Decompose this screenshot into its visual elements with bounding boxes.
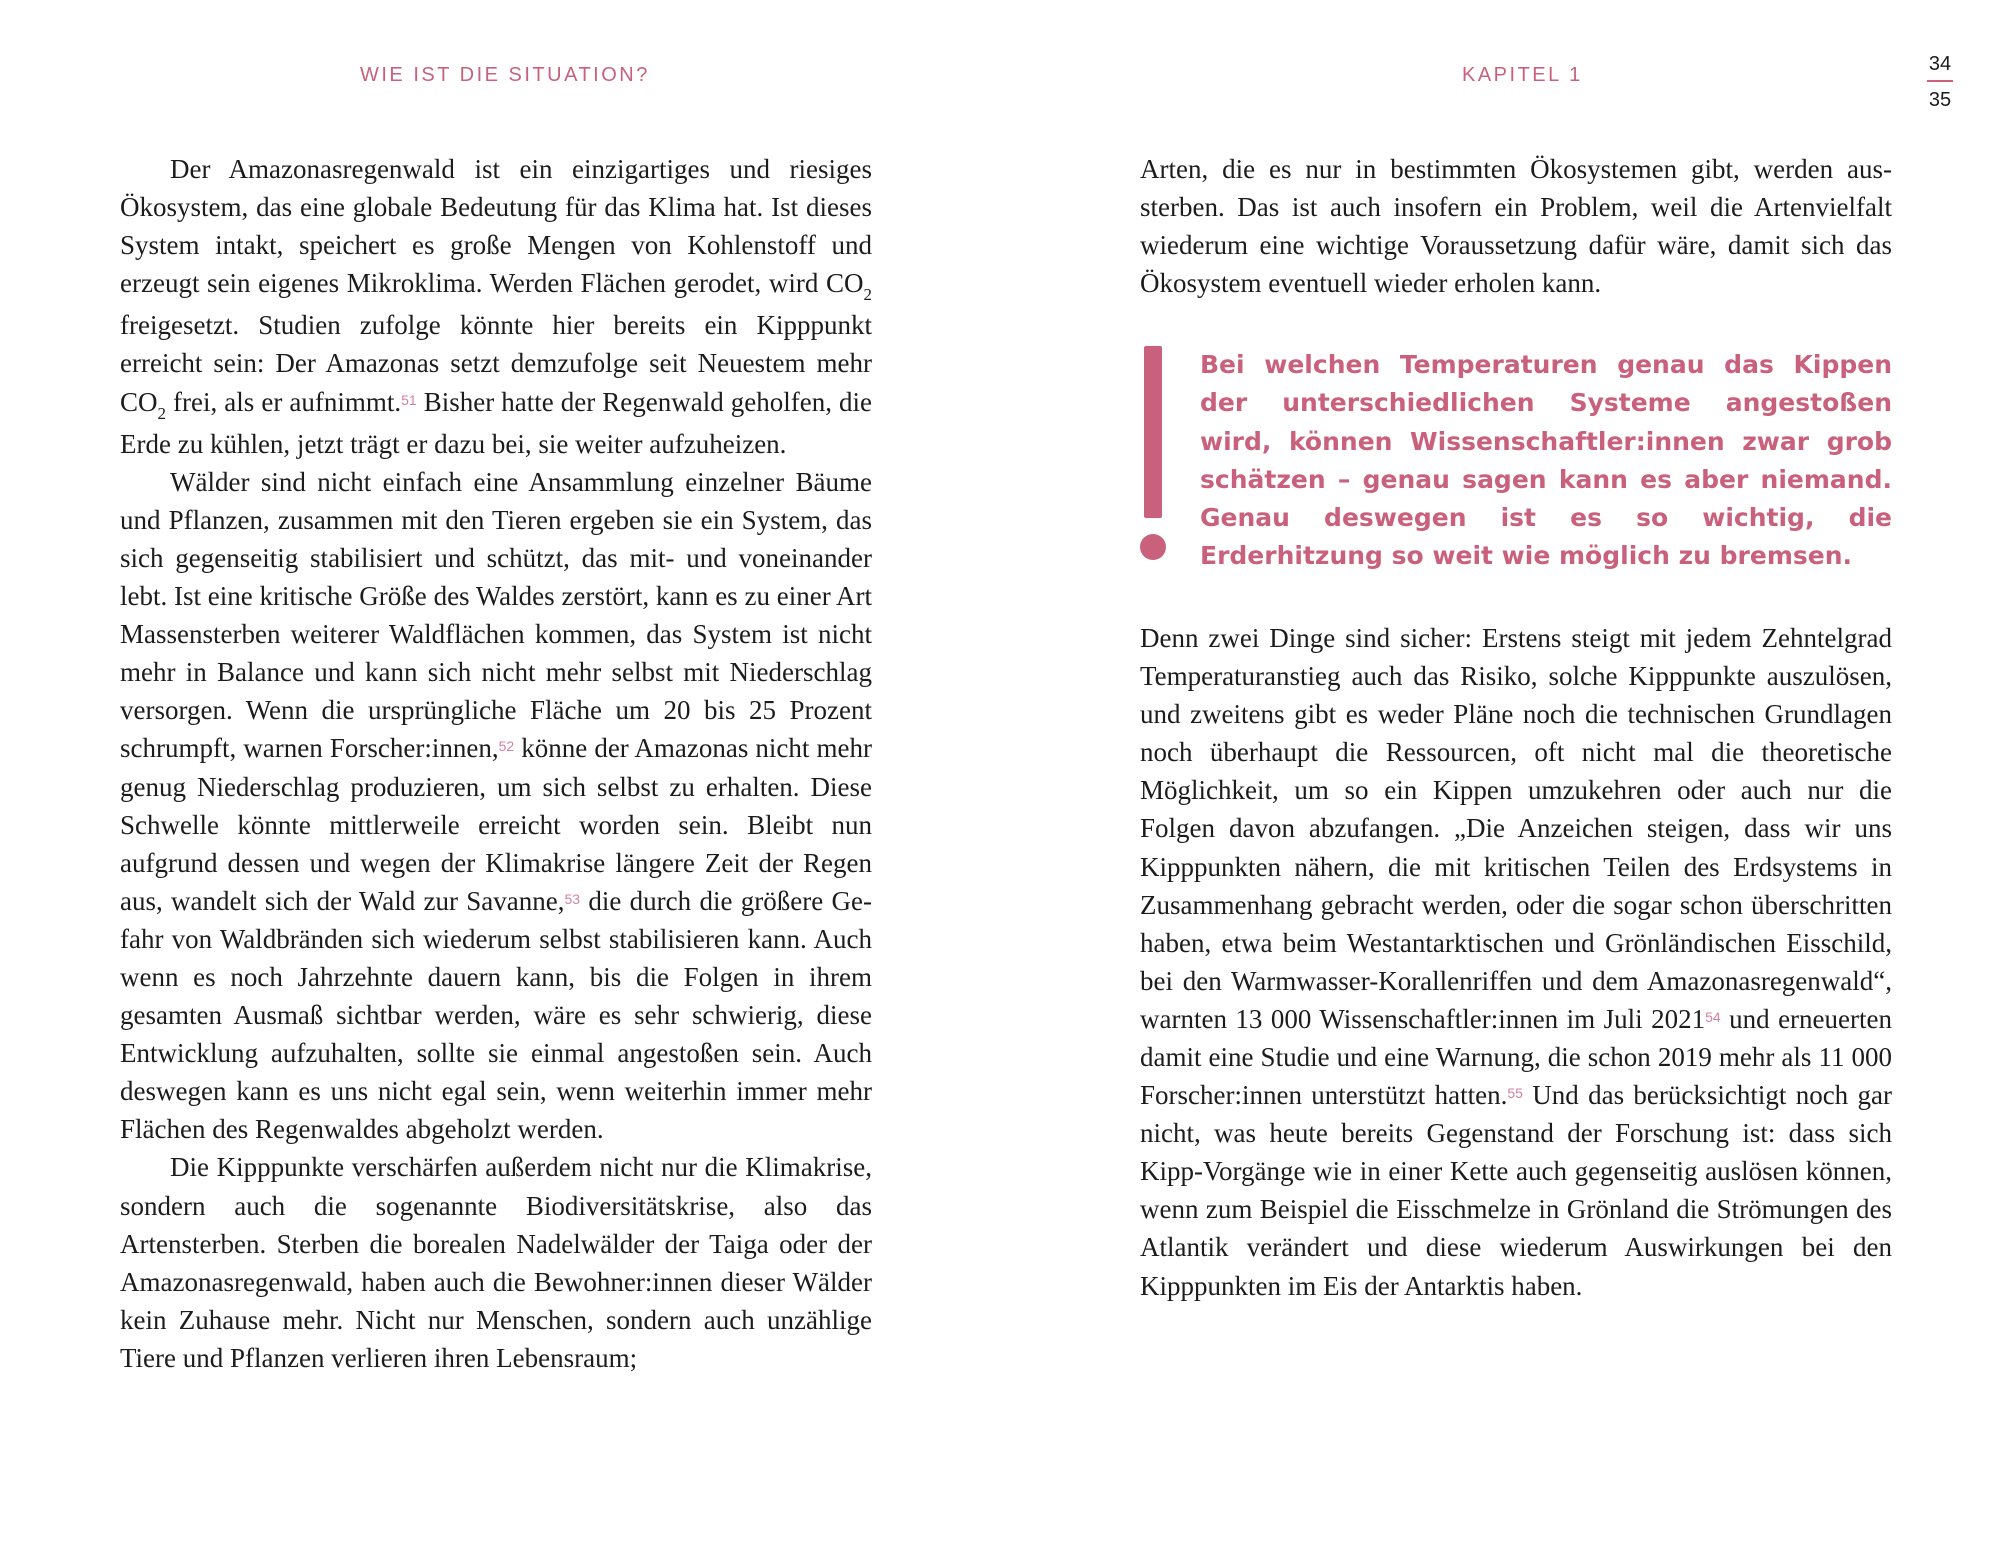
text-run: Und das berücksichtigt noch gar nicht, was heute bereits Gegenstand der Forschung ist: dass sich Kipp-Vorgänge wie in einer Kette auch gegenseitig auslösen können, wenn zum Beispiel die Eisschmelze in Grönland die Strömungen des Atlantik verändert und diese wiederum Auswirkungen bei den Kipppunkten im Eis der Antarktis haben. [1140, 1080, 1892, 1301]
exclamation-dot-icon [1140, 534, 1166, 560]
page-number-right: 35 [1928, 89, 1952, 111]
text-run: Der Amazonasregenwald ist ein einzigartiges und riesiges Ökosystem, das eine globale Bedeutung für das Klima hat. Ist dieses System intakt, speichert es große Mengen von Kohlenstoff und erzeugt sein eigenes Mikroklima. Werden Flächen gerodet, wird CO [120, 154, 872, 299]
text-run: könne der Amazonas nicht mehr genug Niederschlag produzieren, um sich selbst zu erhalten. Diese Schwelle könnte mittlerweile erreicht worden sein. Bleibt nun aufgrund dessen und wegen der Klimakrise längere Zeit der Regen aus, wandelt sich der Wald zur Savanne, [120, 733, 872, 916]
text-run: freigesetzt. Studien zufolge könnte hier bereits ein Kipppunkt erreicht sein: Der Amazonas setzt demzufolge seit Neuestem mehr CO [120, 310, 872, 417]
subscript: 2 [863, 285, 872, 305]
paragraph [1140, 619, 1892, 1305]
footnote-ref[interactable]: 51 [401, 391, 417, 408]
paragraph [120, 463, 872, 1149]
text-run: Bisher hatte der Regenwald geholfen, die Erde zu kühlen, jetzt trägt er dazu bei, sie weiter aufzuheizen. [120, 386, 872, 459]
text-run: Denn zwei Dinge sind sicher: Erstens steigt mit jedem Zehntelgrad Temperaturanstieg auch das Risiko, solche Kipppunkte auszulösen, und zweitens gibt es weder Pläne noch die technischen Grundlagen noch überhaupt die Ressourcen, oft nicht mal die theoretische Möglichkeit, um so ein Kippen umzukehren oder auch nur die Folgen davon abzufangen. „Die Anzeichen steigen, dass wir uns Kipppunkten nähern, die mit kritischen Teilen des Erdsystems in Zusammenhang gebracht werden, oder die sogar schon überschritten haben, etwa beim Westantarktischen und Grönländischen Eisschild, bei den Warmwasser-Korallenriffen und dem Amazonasregenwald“, warnten 13 000 Wissenschaftler:innen im Juli 2021 [1140, 622, 1892, 1034]
page-number-divider [1927, 80, 1953, 82]
paragraph: Arten, die es nur in bestimmten Ökosystemen gibt, werden aussterben. Das ist auch insofern ein Problem, weil die Artenvielfalt wiederum eine wichtige Voraussetzung dafür wäre, damit sich das Ökosystem eventuell wieder erholen kann. [1140, 154, 1892, 299]
footnote-ref[interactable]: 52 [498, 738, 515, 755]
footnote-ref[interactable]: 54 [1705, 1008, 1721, 1025]
text-run: die durch die größere Gefahr von Waldbränden sich wiederum selbst stabilisieren kann. Auch wenn es noch Jahrzehnte dauern kann, bis die Folgen in ihrem gesamten Ausmaß sichtbar werden, wäre es sehr schwierig, diese Entwicklung aufzuhalten, sollte sie einmal angestoßen sein. Auch deswegen kann es uns nicht egal sein, wenn weiterhin immer mehr Flächen des Regenwaldes abgeholzt werden. [120, 885, 872, 1145]
footnote-ref[interactable]: 55 [1507, 1085, 1523, 1102]
paragraph: Die Kipppunkte verschärfen außerdem nicht nur die Klimakrise, sondern auch die sogenannte Biodiversitätskrise, also das Artensterben. Sterben die borealen Nadelwälder der Taiga oder der Amazonasregenwald, haben auch die Bewohner:innen dieser Wälder kein Zuhause mehr. Nicht nur Menschen, sondern auch unzählige Tiere und Pflanzen verlieren ihren Lebensraum; [120, 1152, 872, 1373]
running-head-right: KAPITEL 1 [1462, 64, 1583, 86]
page-number-left: 34 [1928, 53, 1952, 75]
subscript: 2 [157, 403, 167, 423]
pull-quote [1140, 346, 1892, 575]
running-head-left: WIE IST DIE SITUATION? [360, 64, 650, 86]
paragraph [120, 150, 872, 463]
footnote-ref[interactable]: 53 [564, 890, 581, 907]
text-run: frei, als er aufnimmt. [166, 386, 402, 417]
text-run: Wälder sind nicht einfach eine Ansammlung einzelner Bäume und Pflanzen, zusammen mit den Tieren ergeben sie ein System, das sich gegenseitig stabilisiert und schützt, das mit- und voneinander lebt. Ist eine kritische Größe des Waldes zerstört, kann es zu einer Art Massensterben weiterer Waldflächen kommen, das System ist nicht mehr in Balance und kann sich nicht mehr selbst mit Niederschlag versorgen. Wenn die ursprüngliche Fläche um 20 bis 25 Prozent schrumpft, warnen Forscher:innen, [120, 466, 872, 764]
right-page-body [1140, 150, 1892, 1305]
page-numbers [1923, 52, 1957, 112]
left-page-body [120, 150, 872, 1377]
exclamation-bar-icon [1144, 346, 1162, 518]
text-run: und erneuerten damit eine Studie und eine Warnung, die schon 2019 mehr als 11 000 Forscher:innen unterstützt hatten. [1140, 1003, 1892, 1111]
pull-quote-text: Bei welchen Temperaturen genau das Kippen der unterschiedlichen Systeme angestoßen wird, können Wissenschaftler:innen zwar grob schätzen – genau sagen kann es aber niemand. Genau deswegen ist es so wichtig, die Erderhitzung so weit wie möglich zu bremsen. [1200, 350, 1892, 570]
